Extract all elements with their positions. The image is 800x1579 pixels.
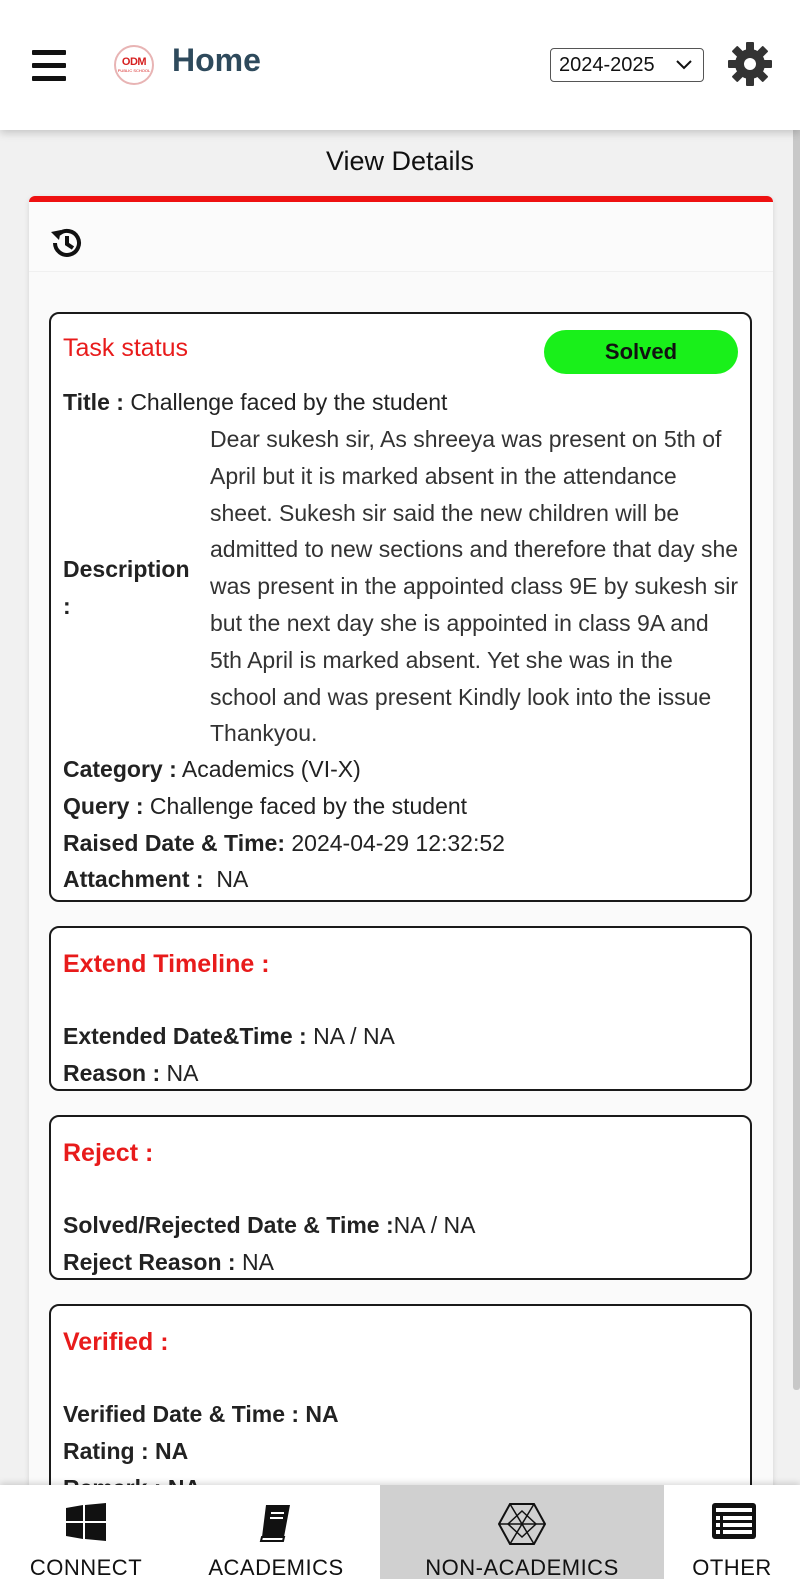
book-icon [256,1503,296,1543]
academic-year-value: 2024-2025 [559,54,655,76]
extend-reason-row [63,1055,395,1092]
nav-academics[interactable] [172,1485,380,1579]
raised-value: 2024-04-29 12:32:52 [291,829,505,856]
rating-row [63,1433,339,1470]
category-row [63,751,505,788]
task-meta [63,751,505,898]
title-label: Title : [63,389,124,415]
bottom-nav [0,1485,800,1579]
task-status-label: Task status [63,334,189,362]
card-toolbar [29,202,773,272]
attachment-value: NA [216,866,249,893]
description-value: Dear sukesh sir, As shreeya was present on 5th of April but it is marked absent in the attendance sheet. Sukesh sir said the new children will be admitted to new sections and therefore that day she was present in the appointed class 9E by sukesh sir but the next day she is appointed in class 9A and 5th April is marked absent. Yet she was in the school and was present Kindly look into the issue Thankyou. [210,426,739,747]
nav-academics-label: ACADEMICS [208,1555,344,1579]
solved-rejected-date-label: Solved/Rejected Date & Time : [63,1212,394,1238]
raised-row [63,825,505,862]
verified-box [49,1304,752,1504]
category-label: Category : [63,756,177,782]
task-status-row [63,330,738,374]
title-value: Challenge faced by the student [130,389,448,415]
reject-heading: Reject : [63,1139,154,1167]
verified-heading: Verified : [63,1328,169,1356]
rating-label: Rating : NA [63,1437,189,1464]
history-icon[interactable] [47,224,85,262]
reject-reason-value: NA [241,1248,274,1275]
query-row [63,788,505,825]
attachment-label: Attachment : [63,866,204,893]
gear-icon[interactable] [726,40,774,88]
verified-date-row [63,1396,339,1433]
app-header [0,0,800,130]
status-badge: Solved [544,330,738,374]
reject-reason-row [63,1244,475,1281]
scrollbar[interactable] [793,20,800,1390]
extend-reason-label: Reason : [63,1059,161,1086]
query-label: Query : [63,792,144,819]
description-row [63,421,743,751]
verified-date-label: Verified Date & Time : NA [63,1401,339,1427]
nav-connect[interactable] [0,1485,172,1579]
nav-non-academics[interactable] [380,1485,664,1579]
raised-label: Raised Date & Time: [63,829,285,856]
category-value: Academics (VI-X) [181,756,361,782]
school-logo [114,45,154,85]
page-header-title: Home [172,42,261,78]
title-row [63,384,447,421]
nav-other-label: OTHER [692,1555,772,1579]
description-label: Description : [63,556,190,619]
nav-connect-label: CONNECT [29,1555,143,1579]
nav-non-academics-label: NON-ACADEMICS [425,1555,619,1579]
reject-box [49,1115,752,1280]
extended-date-label: Extended Date&Time : [63,1023,307,1049]
query-value: Challenge faced by the student [149,792,468,819]
extend-timeline-box [49,926,752,1091]
reject-reason-label: Reject Reason : [63,1248,236,1275]
nav-other[interactable] [664,1485,800,1579]
polyhedron-icon [498,1503,546,1545]
extend-reason-value: NA [166,1059,199,1086]
view-details-title: View Details [325,146,475,176]
reject-rows [63,1207,475,1281]
attachment-row [63,861,505,898]
solved-rejected-date-value: NA / NA [393,1212,476,1238]
extend-timeline-rows [63,1018,395,1092]
list-icon [712,1503,756,1539]
windows-icon [66,1503,106,1541]
logo-text: ODM [121,56,147,68]
chevron-down-icon [675,59,693,71]
task-details-box [49,312,752,902]
extend-timeline-heading: Extend Timeline : [63,950,270,978]
solved-rejected-date-row [63,1207,475,1244]
menu-icon[interactable] [32,48,66,82]
extended-date-row [63,1018,395,1055]
extended-date-value: NA / NA [313,1023,395,1049]
academic-year-select[interactable] [550,48,704,82]
logo-subtext: PUBLIC SCHOOL [117,68,151,73]
